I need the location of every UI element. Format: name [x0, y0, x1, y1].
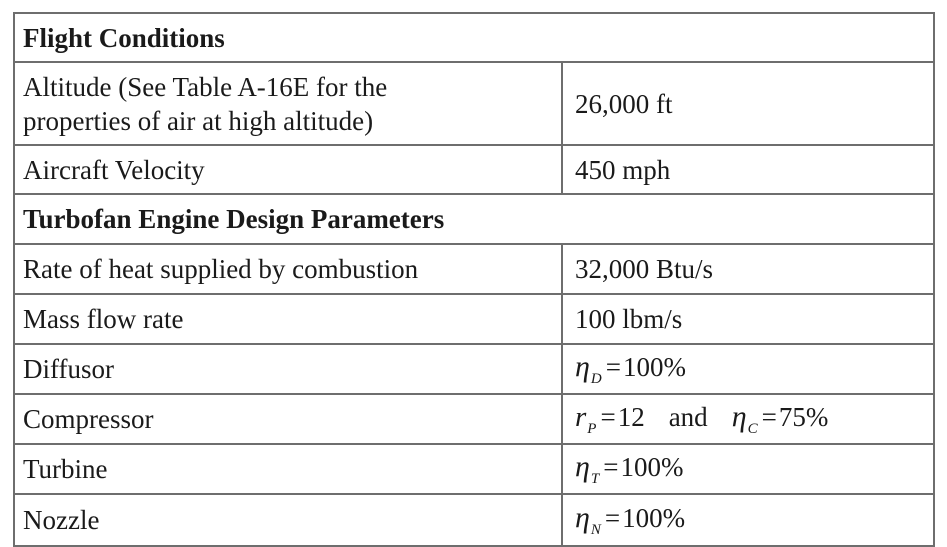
row-value [562, 494, 934, 546]
symbol-subscript: P [587, 420, 597, 437]
symbol-subscript: N [590, 521, 601, 538]
section-title: Turbofan Engine Design Parameters [14, 194, 934, 244]
row-value [562, 344, 934, 394]
value-text: 12 [617, 401, 645, 432]
row-label [14, 62, 562, 145]
row-label: Compressor [14, 394, 562, 444]
table-row [14, 62, 934, 145]
efficiency-symbol: η [575, 349, 590, 383]
row-value [562, 394, 934, 444]
row-label: Nozzle [14, 494, 562, 546]
table-row [14, 444, 934, 494]
row-value: 450 mph [562, 145, 934, 194]
table-row [14, 244, 934, 294]
table-row [14, 344, 934, 394]
section-header-row [14, 13, 934, 62]
section-title: Flight Conditions [14, 13, 934, 62]
symbol-subscript: C [747, 420, 758, 437]
table-row [14, 145, 934, 194]
equals-sign: = [604, 502, 621, 533]
value-text: 100% [620, 451, 684, 482]
table-row [14, 494, 934, 546]
row-label: Aircraft Velocity [14, 145, 562, 194]
parameters-table [13, 12, 935, 547]
efficiency-symbol: η [575, 500, 590, 534]
table-row [14, 294, 934, 344]
symbol-subscript: D [590, 370, 602, 387]
row-value: 32,000 Btu/s [562, 244, 934, 294]
row-label-line: Altitude (See Table A-16E for the [23, 71, 388, 102]
equals-sign: = [603, 451, 619, 482]
row-value: 26,000 ft [562, 62, 934, 145]
row-label: Mass flow rate [14, 294, 562, 344]
table-row [14, 394, 934, 444]
equals-sign: = [600, 401, 616, 432]
section-header-row [14, 194, 934, 244]
row-label: Diffusor [14, 344, 562, 394]
equals-sign: = [761, 401, 777, 432]
value-text: 100% [622, 351, 686, 382]
pressure-ratio-symbol: r [575, 400, 587, 433]
row-label-line: properties of air at high altitude) [23, 105, 374, 136]
row-label: Turbine [14, 444, 562, 494]
row-value: 100 lbm/s [562, 294, 934, 344]
row-label: Rate of heat supplied by combustion [14, 244, 562, 294]
efficiency-symbol: η [575, 449, 590, 483]
value-text: 75% [778, 401, 829, 432]
row-value [562, 444, 934, 494]
equals-sign: = [605, 351, 621, 382]
conjunction-text: and [668, 401, 708, 432]
efficiency-symbol: η [731, 399, 747, 433]
symbol-subscript: T [590, 470, 600, 487]
value-text: 100% [622, 502, 686, 533]
